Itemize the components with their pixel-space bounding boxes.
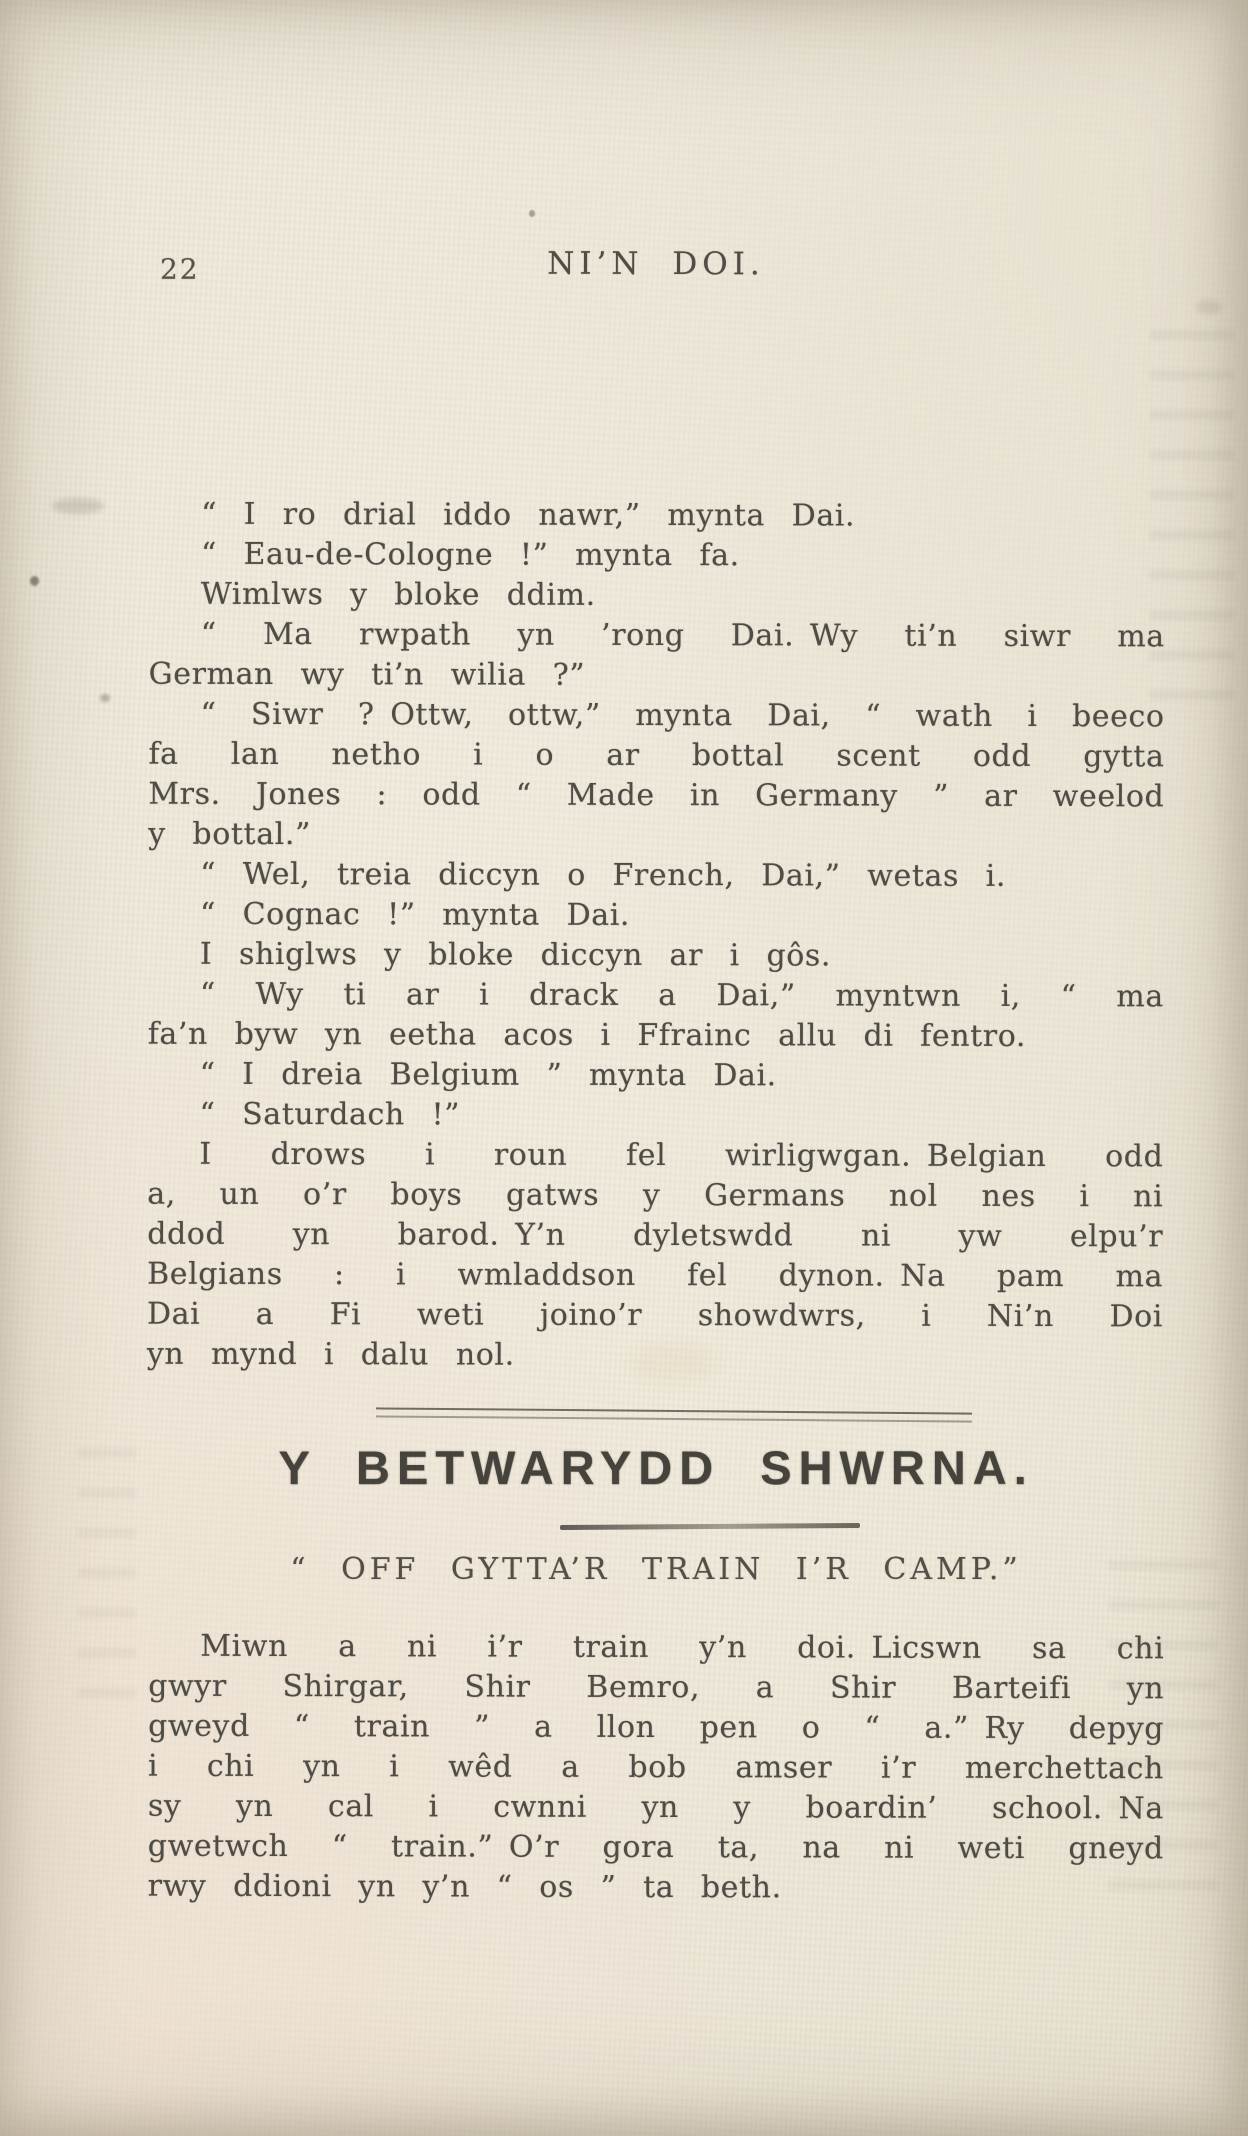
section-divider-rule (376, 1407, 972, 1422)
text-line: Wimlws y bloke ddim. (200, 576, 596, 613)
text-line: I shiglws y bloke diccyn ar i gôs. (199, 936, 832, 974)
text-line: y bottal.” (148, 816, 312, 853)
text-line: “ Wel, treia diccyn o French, Dai,” wetas i. (200, 856, 1007, 894)
text-line: “ Ma rwpath yn ’rong Dai. Wy ti’n siwr ma (200, 616, 1165, 655)
heading-underline-rule (560, 1523, 860, 1530)
text-line: Dai a Fi weti joino’r showdwrs, i Ni’n Doi (146, 1296, 1164, 1335)
text-line: gwyr Shirgar, Shir Bemro, a Shir Barteifi yn (148, 1668, 1165, 1707)
text-line: Miwn a ni i’r train y’n doi. Licswn sa chi (200, 1628, 1165, 1667)
text-line: sy yn cal i cwnni yn y boardin’ school. Na (147, 1788, 1164, 1827)
section-subtitle: “ OFF GYTTA’R TRAIN I’R CAMP.” (290, 1552, 1022, 1587)
text-line: rwy ddioni yn y’n “ os ” ta beth. (147, 1868, 782, 1906)
ink-speck (529, 210, 535, 217)
text-line: ddod yn barod. Y’n dyletswdd ni yw elpu’r (147, 1216, 1164, 1255)
text-line: “ Siwr ? Ottw, ottw,” mynta Dai, “ wath i beeco (200, 696, 1165, 735)
text-line: i chi yn i wêd a bob amser i’r merchettach (147, 1748, 1165, 1787)
text-line: gweyd “ train ” a llon pen o “ a.” Ry depyg (148, 1708, 1165, 1747)
ink-speck (30, 576, 39, 586)
body-text (147, 495, 1165, 1378)
text-line: fa lan netho i o ar bottal scent odd gytta (148, 736, 1165, 775)
text-line: Mrs. Jones : odd “ Made in Germany ” ar weelod (148, 776, 1165, 815)
paper-stain (1196, 300, 1222, 314)
text-line: “ Cognac !” mynta Dai. (200, 896, 631, 933)
section-body-text (148, 1627, 1165, 1910)
text-line: “ I dreia Belgium ” mynta Dai. (199, 1056, 777, 1094)
page-header (148, 245, 1164, 292)
text-line: “ I ro drial iddo nawr,” mynta Dai. (201, 496, 856, 534)
text-line: “ Eau-de-Cologne !” mynta fa. (200, 536, 740, 574)
verso-showthrough (78, 1448, 136, 1708)
text-line: yn mynd i dalu nol. (146, 1336, 515, 1373)
text-line: I drows i roun fel wirligwgan. Belgian odd (199, 1136, 1164, 1175)
text-line: “ Saturdach !” (199, 1096, 461, 1133)
page-number: 22 (159, 252, 200, 286)
text-line: “ Wy ti ar i drack a Dai,” myntwn i, “ ma (199, 976, 1164, 1015)
ink-smudge (52, 498, 104, 514)
text-line: a, un o’r boys gatws y Germans nol nes i ni (147, 1176, 1164, 1215)
ink-speck (100, 694, 110, 702)
text-line: Belgians : i wmladdson fel dynon. Na pam ma (147, 1256, 1164, 1295)
text-line: fa’n byw yn eetha acos i Ffrainc allu di fentro. (147, 1016, 1027, 1054)
section-heading: Y BETWARYDD SHWRNA. (278, 1441, 1034, 1494)
text-line: German wy ti’n wilia ?” (148, 656, 586, 693)
running-title: NI’N DOI. (547, 245, 765, 283)
text-line: gwetwch “ train.” O’r gora ta, na ni weti gneyd (147, 1828, 1164, 1867)
